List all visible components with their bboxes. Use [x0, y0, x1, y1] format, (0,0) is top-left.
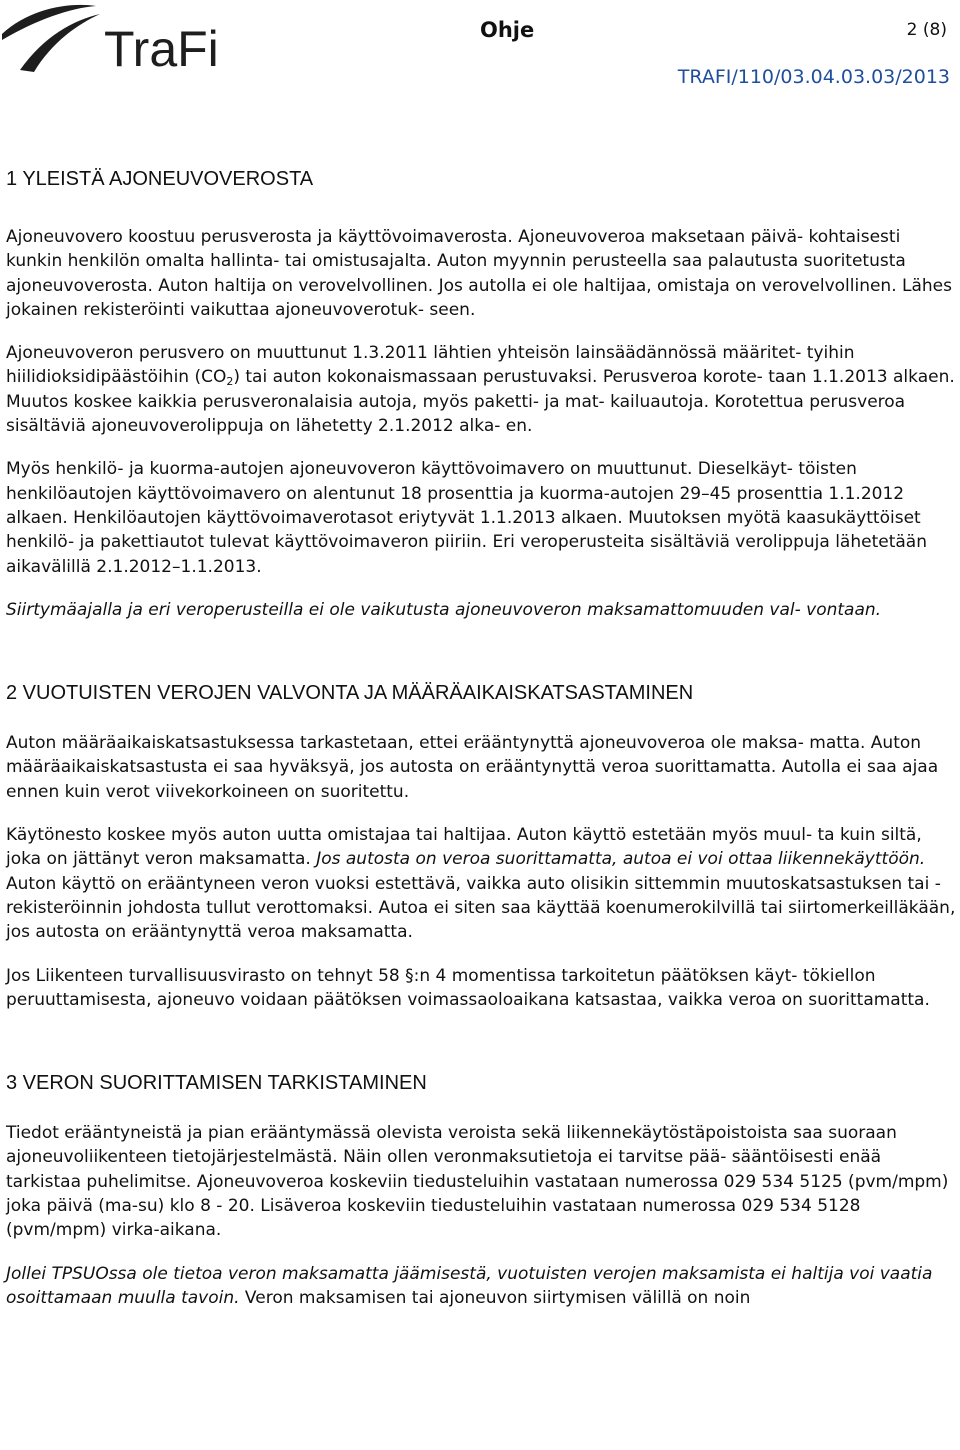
- document-body: [6, 168, 956, 1310]
- document-reference: TRAFI/110/03.04.03.03/2013: [677, 66, 950, 88]
- section-1-paragraph-1: Ajoneuvovero koostuu perusverosta ja käyttövoimaverosta. Ajoneuvoveroa maksetaan päivä- kohtaisesti kunkin henkilön omalta hallinta- tai omistusajalta. Auton myynnin perusteella saa palautusta suoritetusta ajoneuvoverosta. Auton haltija on verovelvollinen. Jos autolla ei ole haltijaa, omistaja on verovelvollinen. Lähes jokainen rekisteröinti vaikuttaa ajoneuvoverotuk- seen.: [6, 227, 952, 320]
- logo-text: TraFi: [104, 21, 219, 77]
- paragraph-text: Veron maksamisen tai ajoneuvon siirtymisen välillä on noin: [239, 1287, 751, 1308]
- page-header: [0, 0, 960, 100]
- paragraph-text: Auton käyttö on erääntyneen veron vuoksi estettävä, vaikka auto olisikin sittemmin muutoskatsastuksen tai -rekisteröinnin johdosta tullut verottomaksi. Autoa ei siten saa käyttää koenumerokilvillä tai siirtomerkeilläkään, jos autosta on erääntynyttä veroa maksamatta.: [6, 873, 956, 943]
- page-total: (8): [922, 20, 947, 40]
- section-2-paragraph-3: Jos Liikenteen turvallisuusvirasto on tehnyt 58 §:n 4 momentissa tarkoitetun päätöksen käyt- tökiellon peruuttamisesta, ajoneuvo voidaan päätöksen voimassaoloaikana katsastaa, vaikka veroa on suorittamatta.: [6, 965, 930, 1010]
- section-2-paragraph-2: [6, 823, 956, 944]
- section-3-title: 3 VERON SUORITTAMISEN TARKISTAMINEN: [6, 1072, 427, 1095]
- subscript: 2: [226, 375, 234, 389]
- section-2-title: 2 VUOTUISTEN VEROJEN VALVONTA JA MÄÄRÄAIKAISKATSASTAMINEN: [6, 682, 694, 705]
- paragraph-text: Käytönesto koskee myös auton uutta omistajaa tai haltijaa. Auton käyttö estetään myös muul- ta kuin siltä, joka on jättänyt veron maksamatta.: [6, 825, 922, 870]
- document-type: Ohje: [480, 18, 535, 42]
- italic-text: Jos autosta on veroa suorittamatta, autoa ei voi ottaa liikennekäyttöön.: [316, 849, 926, 870]
- italic-text: Jollei TPSUOssa ole tietoa veron maksamatta jäämisestä, vuotuisten verojen maksamista ei haltija voi vaatia osoittamaan muulla tavoin.: [6, 1263, 933, 1308]
- trafi-logo: [0, 0, 230, 92]
- paragraph-text: ) tai auton kokonaismassaan perustuvaksi. Perusveroa korote- taan 1.1.2013 alkaen. Muutos koskee kaikkia perusveronalaisia autoja, myös paketti- ja mat- kailuautoja. Korotettua perusveroa sisältäviä ajoneuvoverolippuja on lähetetty 2.1.2012 alka- en.: [6, 367, 955, 437]
- section-2-paragraph-1: Auton määräaikaiskatsastuksessa tarkastetaan, ettei erääntynyttä ajoneuvoveroa ole maksa- matta. Auton määräaikaiskatsastusta ei saa hyväksyä, jos autosta on erääntynyttä veroa suorittamatta. Autolla ei saa ajaa ennen kuin verot viivekorkoineen on suoritettu.: [6, 733, 939, 802]
- page-current: 2: [906, 20, 918, 40]
- section-1-paragraph-2: [6, 341, 956, 438]
- page-number: [907, 20, 947, 40]
- paragraph-text: Ajoneuvoveron perusvero on muuttunut 1.3.2011 lähtien yhteisön lainsäädännössä määritet- tyihin hiilidioksidipäästöihin (CO: [6, 343, 855, 388]
- section-3-paragraph-1: Tiedot erääntyneistä ja pian erääntymässä olevista veroista sekä liikennekäytöstäpoistoista saa suoraan ajoneuvoliikenteen tietojärjestelmästä. Näin ollen veronmaksutietoja ei tarvitse pää- sääntöisesti enää tarkistaa puhelimitse. Ajoneuvoveroa koskeviin tiedusteluihin vastataan numerossa 029 534 5125 (pvm/mpm) joka päivä (ma-su) klo 8 - 20. Lisäveroa koskeviin tiedusteluihin vastataan numerossa 029 534 5128 (pvm/mpm) virka-aikana.: [6, 1123, 949, 1241]
- section-1-title: 1 YLEISTÄ AJONEUVOVEROSTA: [6, 168, 314, 190]
- section-1-paragraph-4: Siirtymäajalla ja eri veroperusteilla ei ole vaikutusta ajoneuvoveron maksamattomuuden val- vontaan.: [6, 599, 882, 620]
- section-3-paragraph-2: [6, 1262, 956, 1311]
- section-1-paragraph-3: Myös henkilö- ja kuorma-autojen ajoneuvoveron käyttövoimavero on muuttunut. Dieselkäyt- töisten henkilöautojen käyttövoimavero on alentunut 18 prosenttia ja kuorma-autojen 29–45 prosenttia 1.1.2012 alkaen. Henkilöautojen käyttövoimaverotasot eriytyvät 1.1.2013 alkaen. Muutoksen myötä kaasukäyttöiset henkilö- ja pakettiautot tulevat käyttövoimaveron piiriin. Eri veroperusteita sisältäviä verolippuja lähetetään aikavälillä 2.1.2012–1.1.2013.: [6, 459, 927, 577]
